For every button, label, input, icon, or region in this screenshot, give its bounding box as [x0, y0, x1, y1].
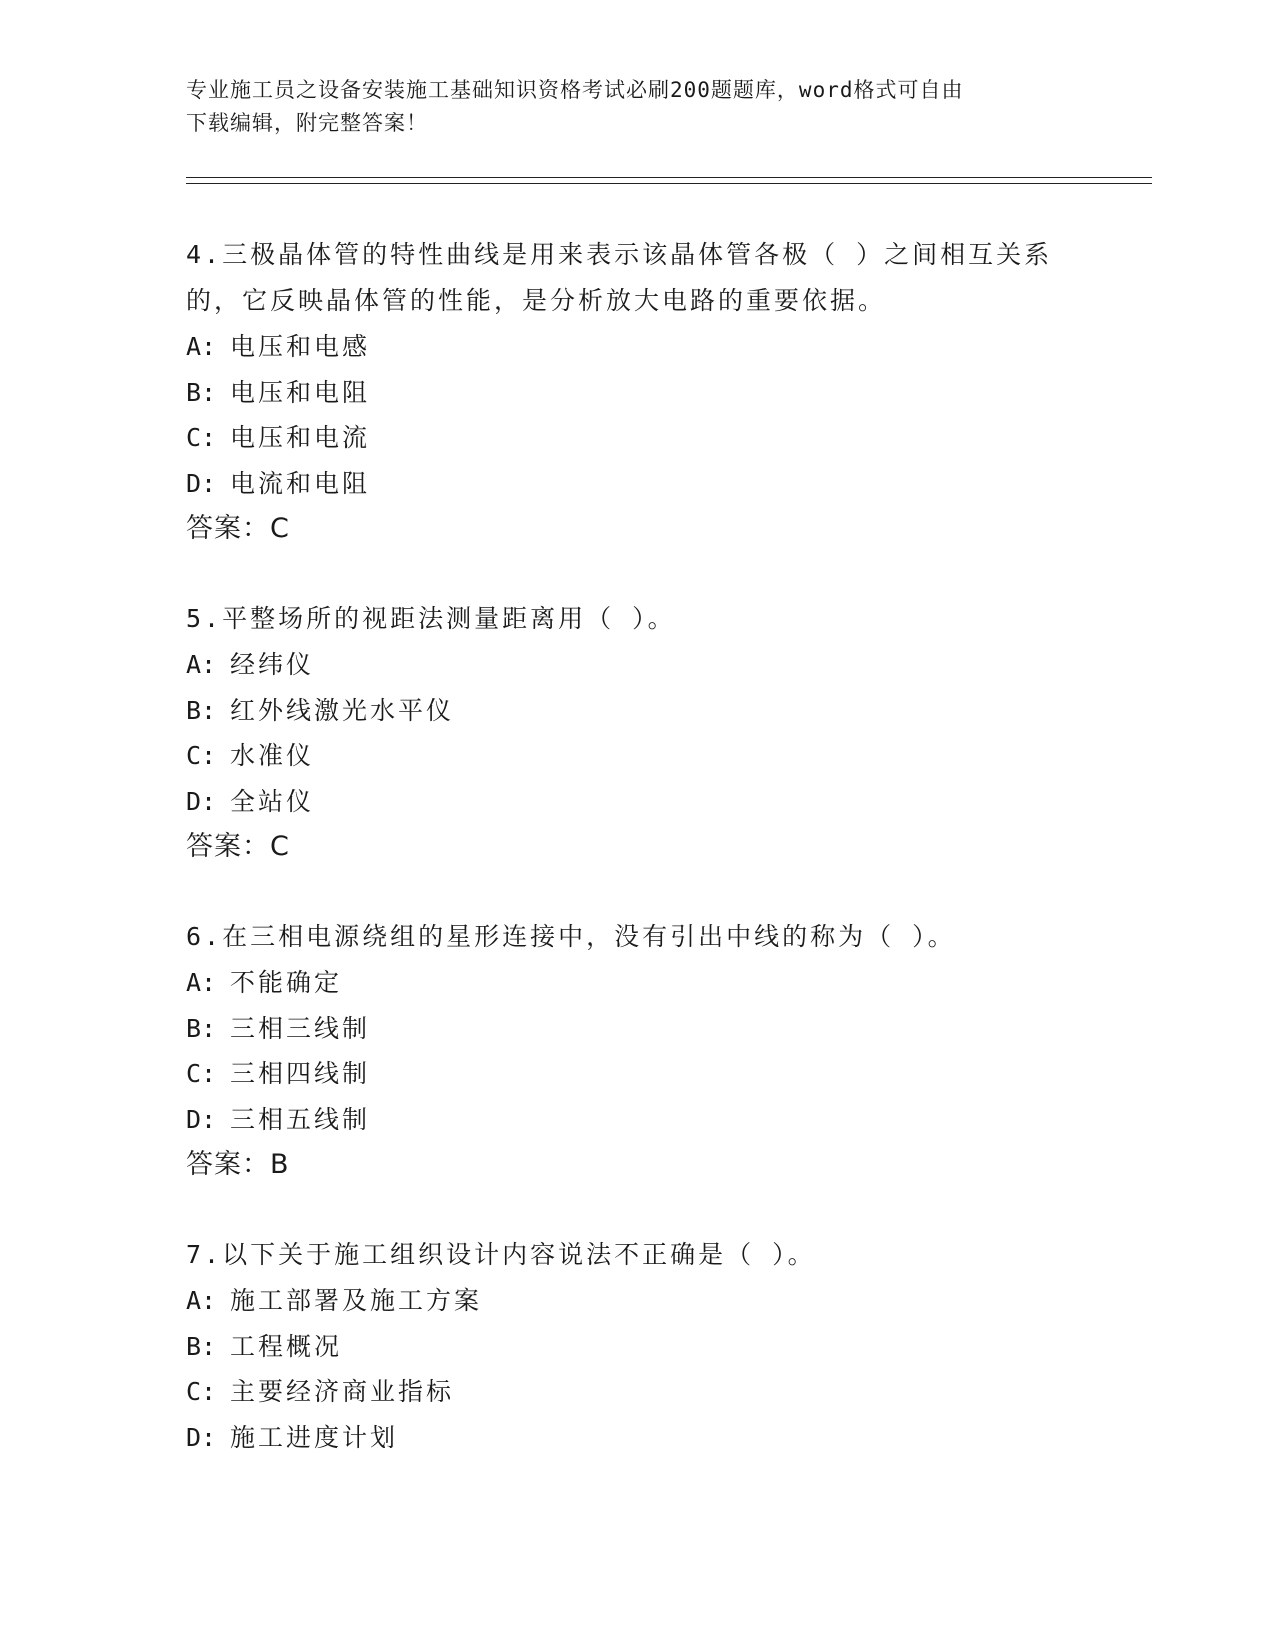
- question-4: [186, 232, 1086, 552]
- option-key: C:: [186, 741, 217, 770]
- option-a: [186, 960, 1086, 1006]
- option-d: [186, 1097, 1086, 1143]
- option-key: D:: [186, 468, 217, 498]
- option-key: A:: [186, 1286, 217, 1315]
- option-key: A:: [186, 968, 217, 997]
- option-a: [186, 642, 1086, 688]
- option-text: 电压和电感: [230, 332, 371, 361]
- option-text: 施工部署及施工方案: [230, 1286, 483, 1315]
- question-stem-continued: 的，它反映晶体管的性能，是分析放大电路的重要依据。: [186, 286, 887, 315]
- option-c: [186, 1051, 1086, 1097]
- option-c: [186, 1369, 1086, 1415]
- option-text: 主要经济商业指标: [230, 1377, 455, 1406]
- answer-line: 答案：C: [186, 513, 290, 544]
- option-text: 三相五线制: [230, 1104, 371, 1134]
- answer-line: 答案：B: [186, 1149, 290, 1180]
- option-key: D:: [186, 1422, 217, 1452]
- option-text: 电压和电阻: [230, 377, 371, 407]
- header-divider: [186, 177, 1152, 184]
- option-d: [186, 1415, 1086, 1461]
- option-key: A:: [186, 650, 217, 679]
- option-key: C:: [186, 1377, 217, 1406]
- option-text: 全站仪: [230, 786, 315, 816]
- option-a: [186, 324, 1086, 370]
- question-stem: 4.三极晶体管的特性曲线是用来表示该晶体管各极（ ）之间相互关系: [186, 240, 1053, 269]
- option-d: [186, 779, 1086, 825]
- option-text: 电流和电阻: [230, 468, 371, 498]
- question-7: [186, 1232, 1086, 1460]
- option-key: C:: [186, 1059, 217, 1088]
- option-text: 经纬仪: [230, 650, 315, 679]
- option-b: [186, 688, 1086, 734]
- option-c: [186, 415, 1086, 461]
- option-d: [186, 461, 1086, 507]
- question-stem: 5.平整场所的视距法测量距离用（ ）。: [186, 604, 676, 633]
- header-line-1: 专业施工员之设备安装施工基础知识资格考试必刷200题题库，word格式可自由: [186, 78, 964, 102]
- answer-line: 答案：C: [186, 831, 290, 862]
- header-line-2: 下载编辑，附完整答案！: [186, 111, 428, 135]
- option-key: D:: [186, 786, 217, 816]
- option-b: [186, 1006, 1086, 1052]
- option-key: B:: [186, 1013, 217, 1043]
- option-c: [186, 733, 1086, 779]
- option-text: 三相三线制: [230, 1013, 371, 1043]
- question-stem: 6.在三相电源绕组的星形连接中，没有引出中线的称为（ ）。: [186, 922, 956, 951]
- option-text: 三相四线制: [230, 1059, 371, 1088]
- option-key: B:: [186, 695, 217, 725]
- option-text: 工程概况: [230, 1331, 343, 1361]
- option-key: D:: [186, 1104, 217, 1134]
- question-5: [186, 596, 1086, 870]
- option-text: 电压和电流: [230, 423, 371, 452]
- option-b: [186, 370, 1086, 416]
- option-key: C:: [186, 423, 217, 452]
- option-a: [186, 1278, 1086, 1324]
- question-stem: 7.以下关于施工组织设计内容说法不正确是（ ）。: [186, 1240, 816, 1269]
- option-key: B:: [186, 1331, 217, 1361]
- option-key: B:: [186, 377, 217, 407]
- option-text: 不能确定: [230, 968, 343, 997]
- document-header: [186, 74, 1066, 140]
- option-b: [186, 1324, 1086, 1370]
- option-text: 红外线激光水平仪: [230, 695, 455, 725]
- option-key: A:: [186, 332, 217, 361]
- option-text: 水准仪: [230, 741, 315, 770]
- question-6: [186, 914, 1086, 1188]
- option-text: 施工进度计划: [230, 1422, 399, 1452]
